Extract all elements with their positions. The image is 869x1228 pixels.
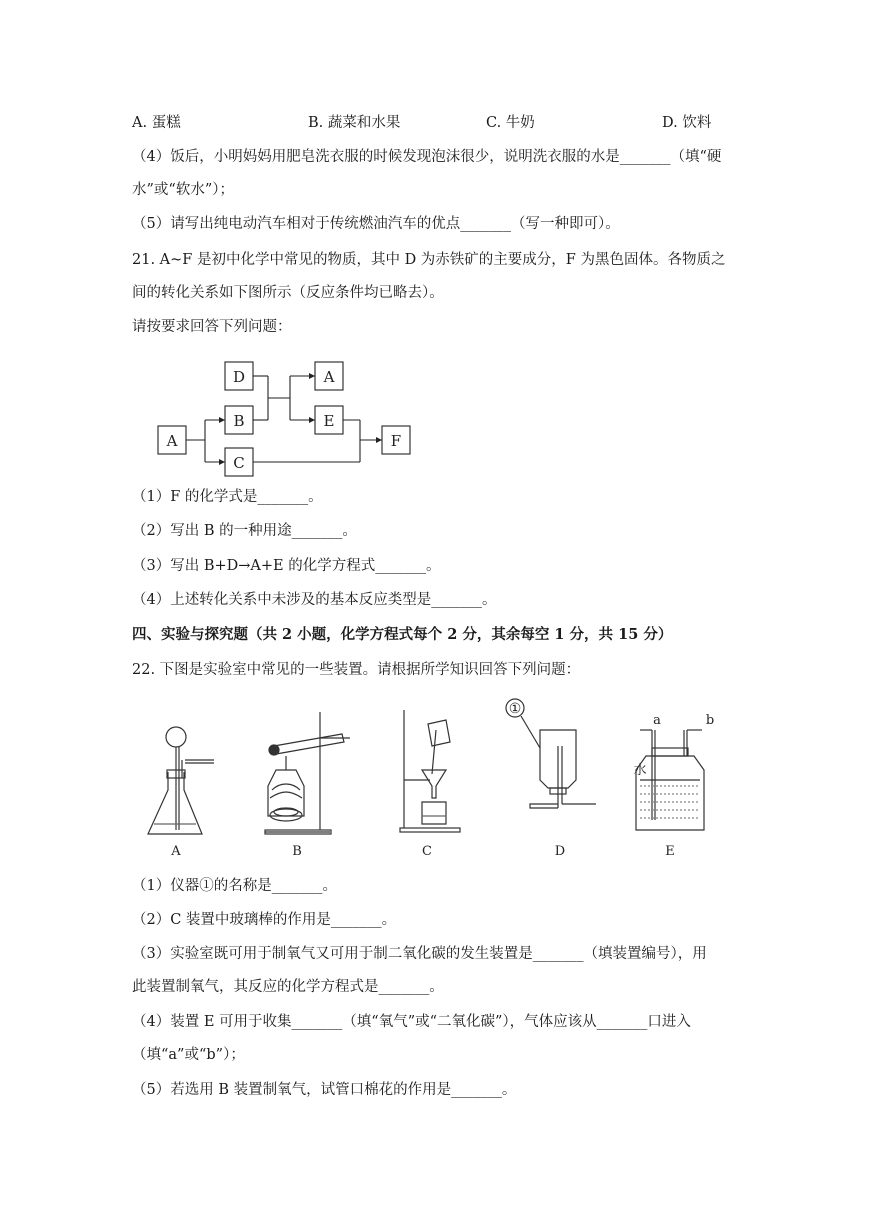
port-b: b xyxy=(705,713,715,728)
label-e: E xyxy=(665,844,675,859)
node-c: C xyxy=(233,454,245,472)
apparatus-e xyxy=(636,730,704,830)
label-c: C xyxy=(422,844,432,859)
node-a: A xyxy=(166,432,178,450)
q22-sub3-line2: 此装置制氧气，其反应的化学方程式是_______。 xyxy=(132,979,444,995)
q20-part5: （5）请写出纯电动汽车相对于传统燃油汽车的优点_______（写一种即可）。 xyxy=(132,216,620,232)
water-label: 水 xyxy=(633,763,647,778)
q22-stem: 22. 下图是实验室中常见的一些装置。请根据所学知识回答下列问题： xyxy=(132,662,581,678)
q22-sub4-line2: （填“a”或“b”）； xyxy=(132,1047,245,1063)
q22-sub4-line1: （4）装置 E 可用于收集_______（填“氧气”或“二氧化碳”），气体应该从_______口进入 xyxy=(132,1014,691,1030)
node-b: B xyxy=(233,412,245,430)
apparatus-a xyxy=(148,727,214,834)
q21-sub3: （3）写出 B+D→A+E 的化学方程式_______。 xyxy=(132,558,441,574)
q21-prompt: 请按要求回答下列问题： xyxy=(132,319,292,335)
apparatus-c xyxy=(400,710,460,832)
q21-sub2: （2）写出 B 的一种用途_______。 xyxy=(132,523,357,539)
node-f: F xyxy=(390,432,402,450)
label-b: B xyxy=(292,844,302,859)
q22-sub5: （5）若选用 B 装置制氧气，试管口棉花的作用是_______。 xyxy=(132,1082,517,1098)
label-d: D xyxy=(554,844,566,859)
q21-stem-line2: 间的转化关系如下图所示（反应条件均已略去）。 xyxy=(132,285,444,301)
option-a: A. 蛋糕 xyxy=(132,115,181,131)
port-a: a xyxy=(653,713,661,728)
section-heading: 四、实验与探究题（共 2 小题，化学方程式每个 2 分，其余每空 1 分，共 15 分） xyxy=(132,626,673,643)
node-a-product: A xyxy=(323,368,335,386)
q21-stem-line1: 21. A~F 是初中化学中常见的物质，其中 D 为赤铁矿的主要成分，F 为黑色固体。各物质之 xyxy=(132,252,726,268)
q21-flow-diagram xyxy=(150,352,420,482)
q21-sub1: （1）F 的化学式是_______。 xyxy=(132,489,323,505)
q22-sub3-line1: （3）实验室既可用于制氧气又可用于制二氧化碳的发生装置是_______（填装置编号），用 xyxy=(132,946,707,962)
q22-sub1: （1）仪器①的名称是_______。 xyxy=(132,878,337,894)
q20-part4-line1: （4）饭后，小明妈妈用肥皂洗衣服的时候发现泡沫很少，说明洗衣服的水是_______（填“硬 xyxy=(132,149,722,165)
label-a: A xyxy=(171,844,181,859)
q20-part4-line2: 水”或“软水”）； xyxy=(132,182,234,198)
marker-1: ① xyxy=(508,701,522,717)
apparatus-b xyxy=(265,712,350,834)
node-d: D xyxy=(232,368,246,386)
q21-sub4: （4）上述转化关系中未涉及的基本反应类型是_______。 xyxy=(132,592,497,608)
option-d: D. 饮料 xyxy=(662,115,712,131)
apparatus-figure xyxy=(140,690,740,860)
option-c: C. 牛奶 xyxy=(486,115,535,131)
option-b: B. 蔬菜和水果 xyxy=(308,115,401,131)
q22-sub2: （2）C 装置中玻璃棒的作用是_______。 xyxy=(132,912,397,928)
node-e: E xyxy=(323,412,335,430)
